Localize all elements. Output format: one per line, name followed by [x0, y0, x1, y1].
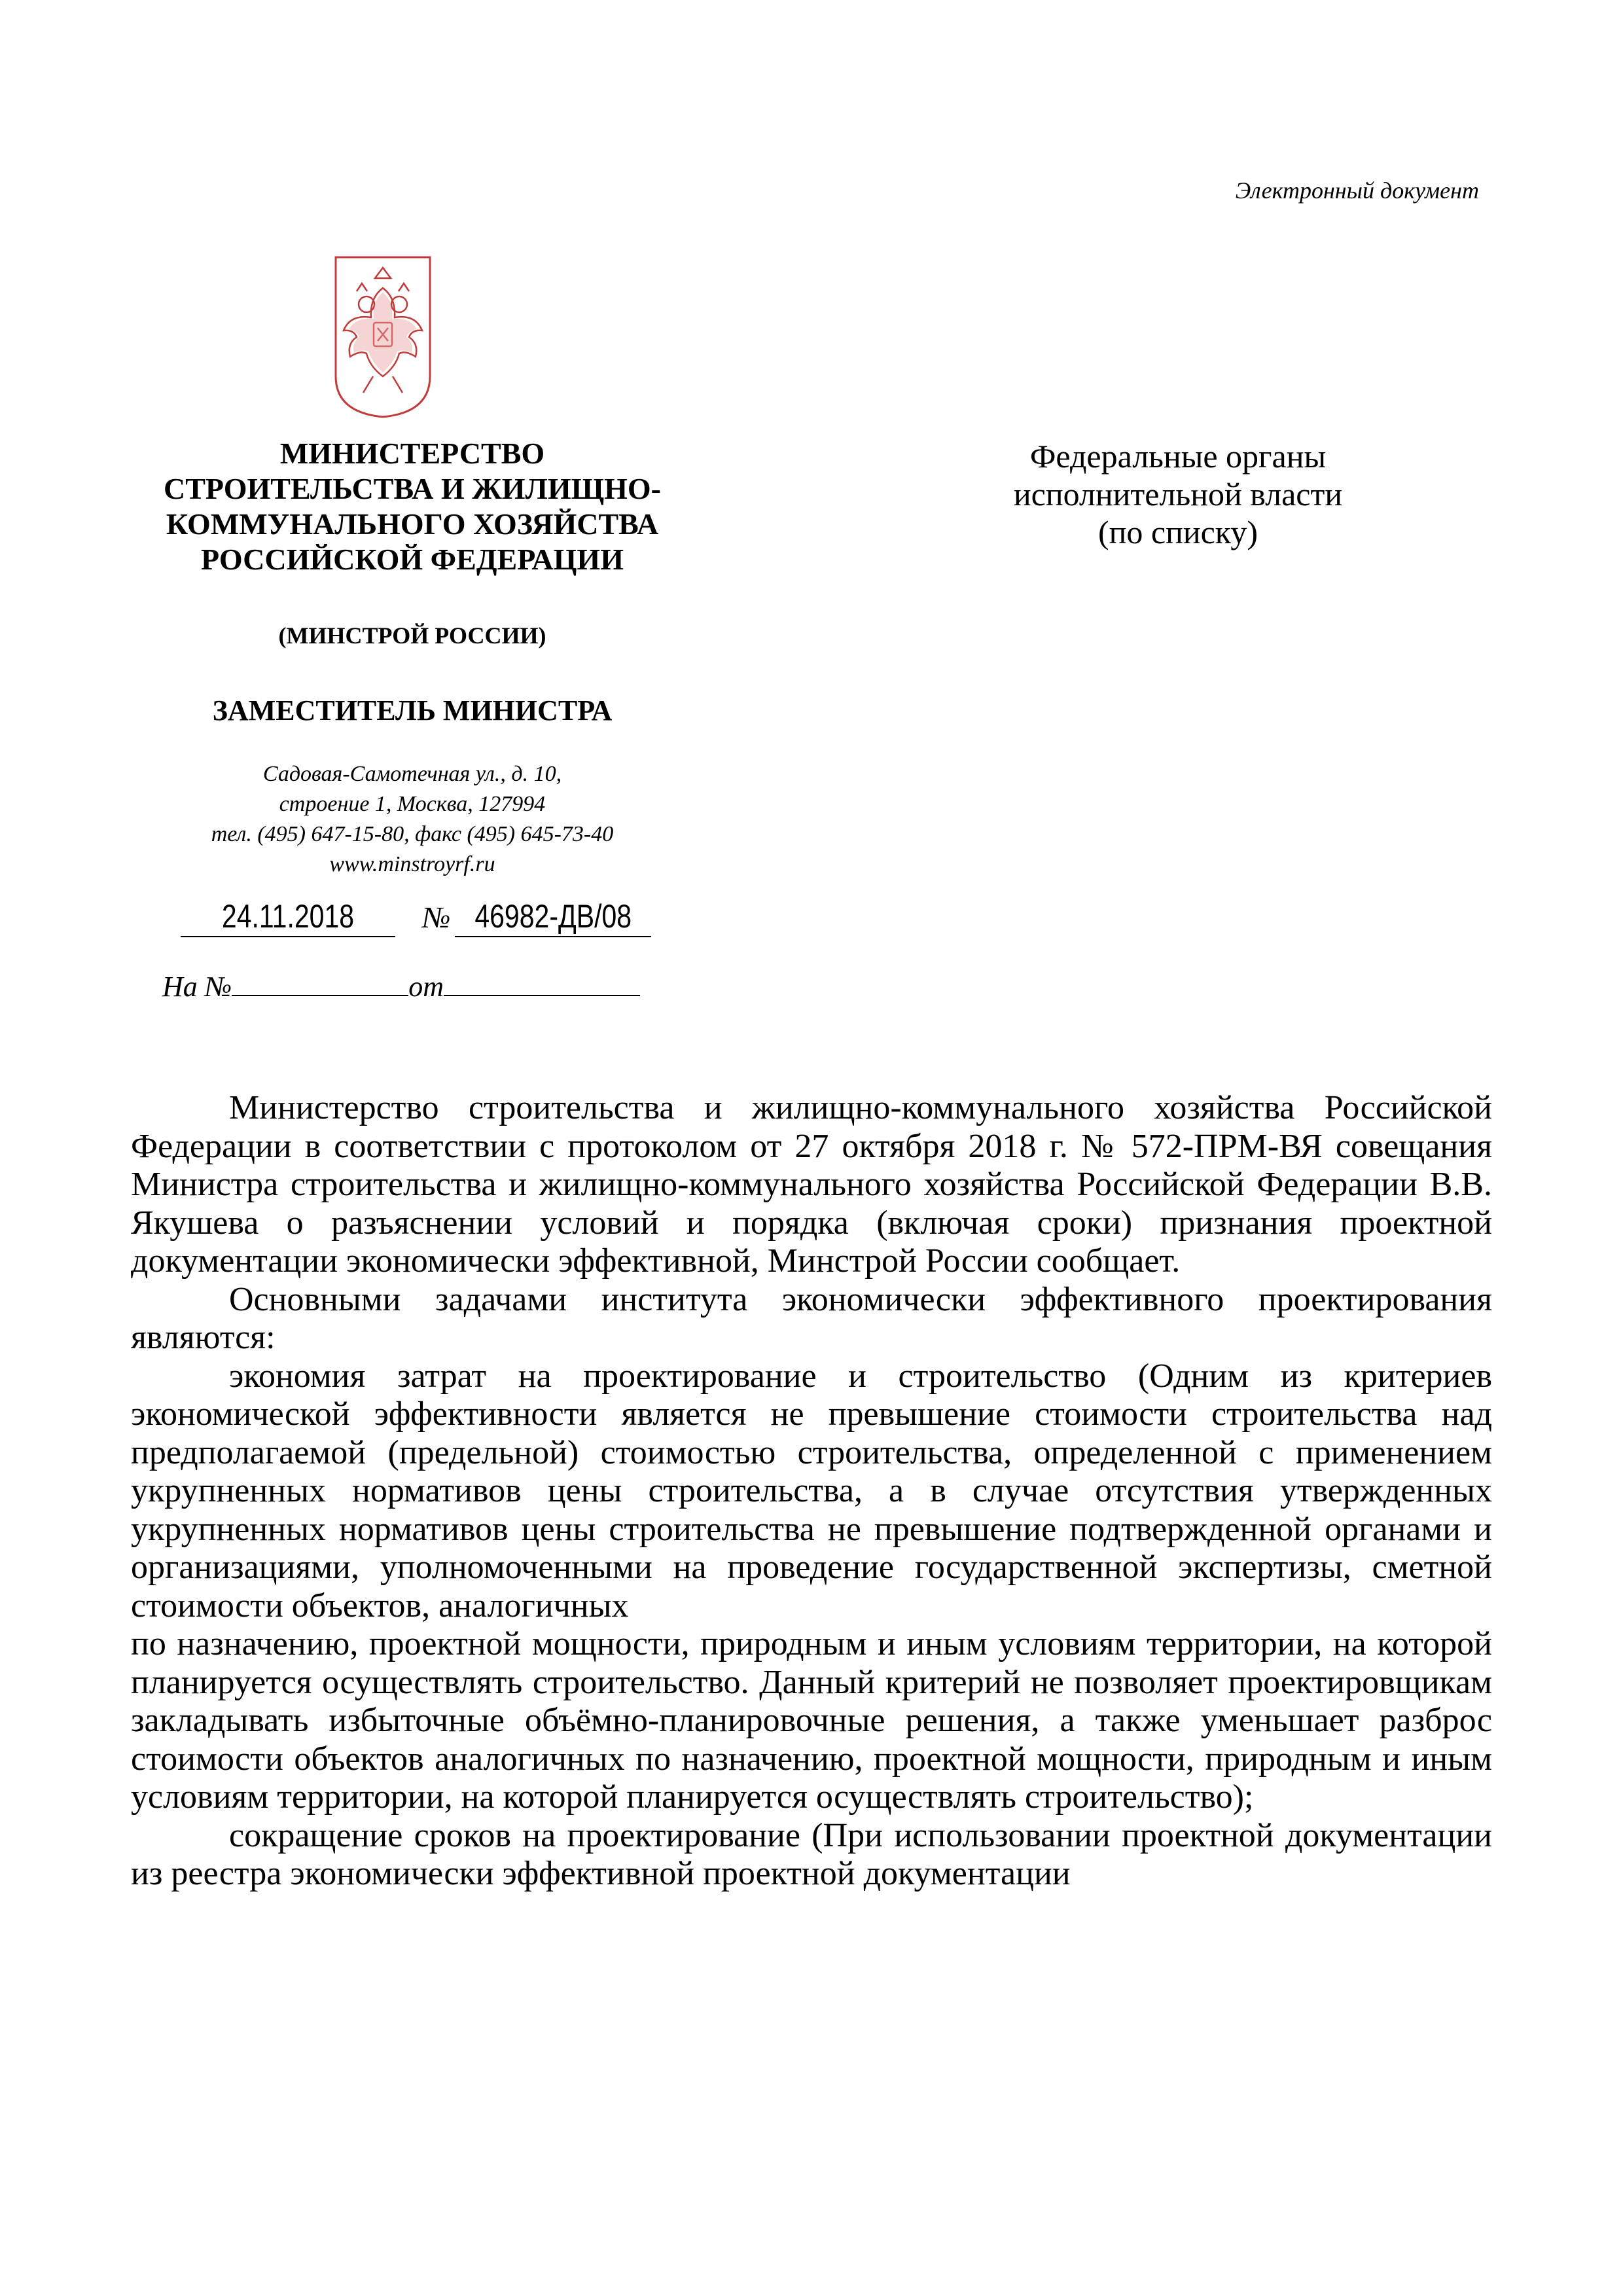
letter-body [131, 1089, 1492, 1893]
number-sign: № [422, 901, 451, 934]
ministry-name-line: МИНИСТЕРСТВО [279, 437, 545, 470]
ministry-name-line: РОССИЙСКОЙ ФЕДЕРАЦИИ [201, 543, 624, 576]
recipient-line: (по списку) [1097, 514, 1258, 550]
address-line: Садовая-Самотечная ул., д. 10, [262, 762, 562, 786]
coat-of-arms-icon [330, 252, 435, 422]
reply-reference-line [162, 969, 647, 1005]
registration-date: 24.11.2018 [181, 897, 395, 937]
body-paragraph: сокращение сроков на проектирование (При использовании проектной документации из реестра экономически эффективной проектной документации [131, 1816, 1492, 1892]
reply-from-label: от [408, 971, 444, 1003]
recipient-line: исполнительной власти [1013, 476, 1343, 512]
ministry-name-line: КОММУНАЛЬНОГО ХОЗЯЙСТВА [166, 507, 659, 541]
reply-date-blank [444, 969, 640, 996]
sender-position: ЗАМЕСТИТЕЛЬ МИНИСТРА [212, 694, 613, 726]
address-line: тел. (495) 647-15-80, факс (495) 645-73-40 [211, 822, 614, 846]
body-paragraph: экономия затрат на проектирование и строительство (Одним из критериев экономической эффективности является не превышение стоимости строительства над предполагаемой (предельной) стоимостью строительства, определенной с применением укрупненных нормативов цены строительства, а в случае отсутствия утвержденных укрупненных нормативов цены строительства не превышение подтвержденной органами и организациями, уполномоченными на проведение государственной экспертизы, сметной стоимости объектов, аналогичных [131, 1357, 1492, 1624]
registration-line [157, 897, 654, 936]
sender-address [131, 759, 694, 880]
website-line: www.minstroyrf.ru [329, 852, 495, 876]
recipient-line: Федеральные органы [1029, 438, 1327, 475]
document-type-label: Электронный документ [1235, 177, 1479, 204]
recipient-block [916, 437, 1440, 551]
registration-number: 46982-ДВ/08 [474, 898, 632, 935]
body-paragraph: Министерство строительства и жилищно-коммунального хозяйства Российской Федерации в соответствии с протоколом от 27 октября 2018 г. № 572-ПРМ-ВЯ совещания Министра строительства и жилищно-коммунального хозяйства Российской Федерации В.В. Якушева о разъяснении условий и порядка (включая сроки) признания проектной документации экономически эффективной, Минстрой России сообщает. [131, 1089, 1492, 1280]
body-paragraph: Основными задачами института экономически эффективного проектирования являются: [131, 1280, 1492, 1356]
address-line: строение 1, Москва, 127994 [279, 792, 546, 816]
ministry-name [131, 436, 694, 577]
ministry-name-line: СТРОИТЕЛЬСТВА И ЖИЛИЩНО- [164, 472, 661, 505]
reply-number-blank [232, 969, 408, 996]
reply-prefix: На № [162, 971, 232, 1003]
ministry-short-name: (МИНСТРОЙ РОССИИ) [278, 622, 546, 649]
body-paragraph: по назначению, проектной мощности, природным и иным условиям территории, на которой планируется осуществлять строительство. Данный критерий не позволяет проектировщикам закладывать избыточные объёмно-планировочные решения, а также уменьшает разброс стоимости объектов аналогичных по назначению, проектной мощности, природным и иным условиям территории, на которой планируется осуществлять строительство); [131, 1625, 1492, 1816]
registration-number-field [455, 897, 651, 937]
